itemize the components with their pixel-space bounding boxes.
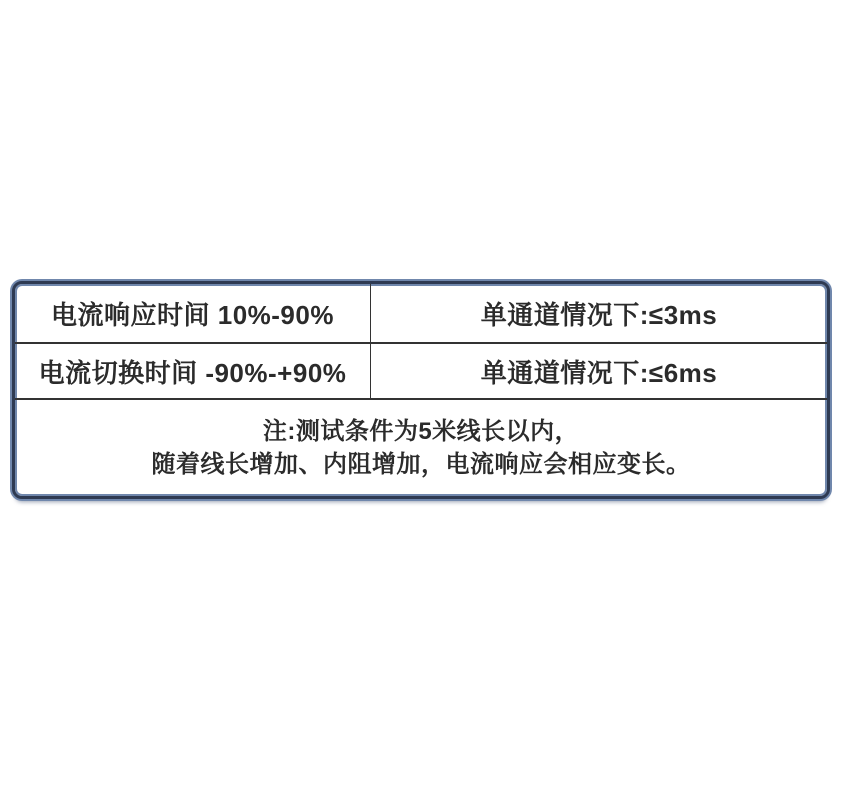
row2-parameter-value: 单通道情况下:≤6ms bbox=[480, 357, 718, 388]
note-row bbox=[15, 400, 827, 496]
table-row bbox=[15, 344, 827, 400]
row2-parameter-label: 电流切换时间 -90%-+90% bbox=[15, 344, 371, 398]
table-row bbox=[15, 284, 827, 344]
note-line-2: 随着线长增加、内阻增加，电流响应会相应变长。 bbox=[151, 451, 691, 478]
note-line-1: 注:测试条件为5米线长以内， bbox=[262, 418, 580, 445]
spec-table bbox=[12, 281, 830, 499]
row1-parameter-label: 电流响应时间 10%-90% bbox=[15, 284, 371, 342]
row1-parameter-value: 单通道情况下:≤3ms bbox=[480, 299, 718, 330]
